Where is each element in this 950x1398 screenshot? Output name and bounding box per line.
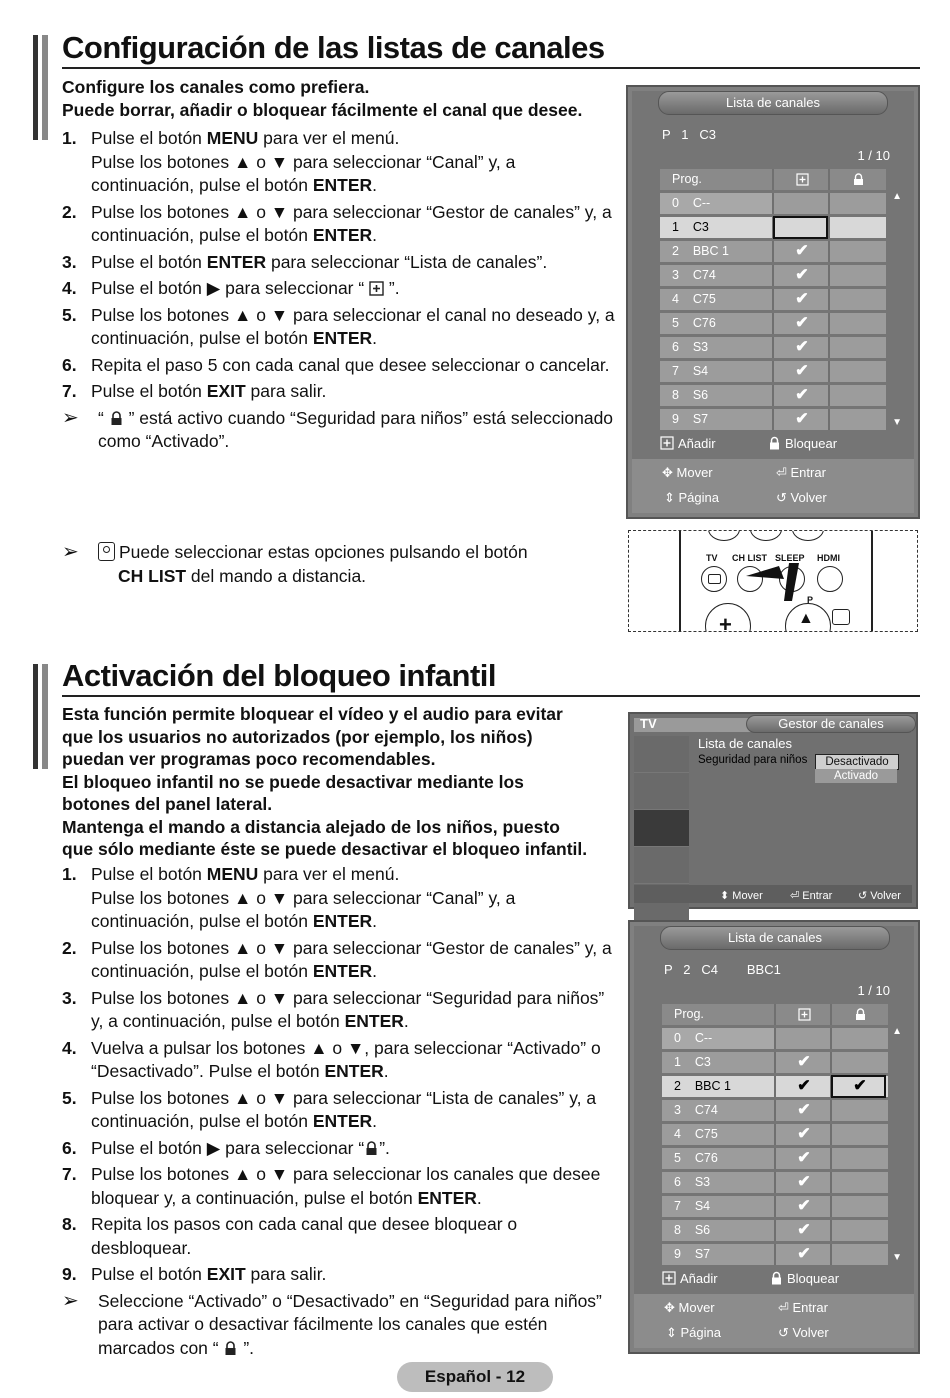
lock-cell[interactable]: [828, 361, 886, 382]
channel-row[interactable]: [660, 361, 884, 382]
page-number: Español - 12: [397, 1362, 553, 1392]
channel-row[interactable]: [662, 1052, 886, 1073]
channel-name: 7 S4: [662, 1196, 774, 1217]
scroll-down-icon[interactable]: ▼: [892, 1252, 902, 1263]
lock-cell[interactable]: [828, 289, 886, 310]
step-text: Repita el paso 5 con cada canal que desee seleccionar o cancelar.: [91, 354, 610, 375]
step-item: [62, 1213, 617, 1260]
scroll-down-icon[interactable]: ▼: [892, 417, 902, 428]
lock-icon: [364, 1139, 379, 1154]
lock-legend-label: Bloquear: [785, 436, 838, 451]
channel-row[interactable]: [660, 265, 884, 286]
remote-illustration: [628, 530, 918, 632]
step-text: Pulse los botones ▲ o ▼ para seleccionar “Seguridad para niños” y, a continuación, pulse el botón ENTER.: [91, 987, 605, 1031]
page-icon: ⇕: [664, 490, 679, 505]
step-text: Pulse los botones ▲ o ▼ para seleccionar el canal no deseado y, a continuación, pulse el botón ENTER.: [91, 304, 615, 348]
step-number: 3.: [62, 987, 77, 1008]
step-item: [62, 1037, 617, 1084]
step-text: Pulse el botón ENTER para seleccionar “Lista de canales”.: [91, 251, 548, 272]
check-icon: ✔: [795, 361, 809, 379]
step-number: 3.: [62, 251, 77, 272]
channel-name: 1 C3: [662, 1052, 774, 1073]
channel-name: 0 C--: [662, 1028, 774, 1049]
check-icon: ✔: [795, 385, 809, 403]
footer-back-label: Volver: [792, 1325, 829, 1340]
channel-row[interactable]: [660, 313, 884, 334]
remote-label-hdmi: HDMI: [817, 553, 840, 563]
step-number: 7.: [62, 381, 77, 401]
step-number: 4.: [62, 278, 77, 298]
menu-title: Gestor de canales: [746, 715, 916, 733]
section-bar-shade: [42, 664, 48, 769]
step-number: 4.: [62, 1037, 77, 1058]
step-text: Pulse el botón MENU para ver el menú. Pulse los botones ▲ o ▼ para seleccionar “Canal” y, a continuación, pulse el botón ENTER.: [91, 864, 516, 931]
step-text: Pulse el botón MENU para ver el menú. Pulse los botones ▲ o ▼ para seleccionar “Canal” y, a continuación, pulse el botón ENTER.: [91, 128, 516, 195]
channel-name: 9 S7: [662, 1244, 774, 1265]
check-icon: ✔: [797, 1172, 811, 1190]
step-number: 2.: [62, 937, 77, 958]
return-icon: ↺: [778, 1325, 793, 1340]
menu-sidebar: [634, 736, 689, 885]
add-icon: [369, 279, 384, 294]
footer-move: [662, 465, 713, 481]
lock-cell[interactable]: [830, 1172, 888, 1193]
channel-name: 3 C74: [660, 265, 772, 286]
tv-label: TV: [640, 716, 657, 731]
step-number: 5.: [62, 304, 77, 325]
enter-icon: ⏎: [790, 890, 803, 902]
lock-cell[interactable]: [828, 241, 886, 262]
step-text: Pulse los botones ▲ o ▼ para seleccionar los canales que desee bloquear y, a continuación, pulse el botón ENTER.: [91, 1164, 601, 1208]
intro-line: Configure los canales como prefiera.: [62, 77, 370, 97]
add-cell[interactable]: [774, 1124, 832, 1145]
lock-cell[interactable]: [830, 1028, 888, 1049]
channel-name: 6 S3: [660, 337, 772, 358]
step-item: [62, 304, 617, 351]
step-number: 5.: [62, 1087, 77, 1108]
section2-steps: [62, 863, 617, 1360]
add-cell[interactable]: [774, 1076, 832, 1097]
remote-icon: [98, 542, 115, 561]
channel-list-osd: [626, 85, 920, 519]
step-number: 2.: [62, 201, 77, 222]
lock-cell[interactable]: [828, 193, 886, 214]
section1-steps: [62, 127, 617, 454]
sound-icon[interactable]: [634, 773, 689, 810]
menu-item-child-lock[interactable]: Seguridad para niños: [698, 754, 808, 766]
channel-name: 4 C75: [660, 289, 772, 310]
step-number: 6.: [62, 1137, 77, 1158]
osd-title: Lista de canales: [658, 91, 888, 115]
header-prog: Prog.: [662, 1004, 774, 1025]
add-cell[interactable]: [774, 1148, 832, 1169]
footer-page: [664, 490, 719, 506]
check-icon: ✔: [853, 1076, 867, 1094]
step-item: [62, 937, 617, 984]
channel-name: 6 S3: [662, 1172, 774, 1193]
add-legend-label: Añadir: [678, 436, 716, 451]
prech-button: [832, 609, 850, 625]
intro-line: que sólo mediante éste se puede desactivar el bloqueo infantil.: [62, 839, 588, 859]
section1-title: Configuración de las listas de canales: [62, 30, 605, 65]
step-text: Vuelva a pulsar los botones ▲ o ▼, para seleccionar “Activado” o “Desactivado”. Pulse el botón ENTER.: [91, 1037, 601, 1081]
lock-cell[interactable]: [830, 1220, 888, 1241]
program-line: P 1 C3: [662, 127, 716, 142]
option-on[interactable]: Activado: [815, 769, 897, 783]
step-text: Pulse los botones ▲ o ▼ para seleccionar “Gestor de canales” y, a continuación, pulse el botón ENTER.: [91, 201, 612, 245]
channel-row[interactable]: [662, 1196, 886, 1217]
return-icon: ↺: [776, 490, 791, 505]
footer-move: [720, 889, 763, 902]
selection-cursor: [831, 1075, 886, 1098]
step-item: [62, 987, 617, 1034]
add-cell[interactable]: [774, 1028, 832, 1049]
channel-name: 4 C75: [662, 1124, 774, 1145]
remote-label-sleep: SLEEP: [775, 553, 805, 563]
step-number: 6.: [62, 354, 77, 375]
step-item: [62, 1137, 617, 1161]
channel-row[interactable]: [662, 1220, 886, 1241]
step-item: [62, 277, 617, 301]
footer-enter: [790, 889, 832, 902]
channel-name: 5 C76: [662, 1148, 774, 1169]
channel-name: 8 S6: [660, 385, 772, 406]
page-indicator: 1 / 10: [857, 983, 890, 998]
picture-icon[interactable]: [634, 736, 689, 773]
intro-line: Esta función permite bloquear el vídeo y el audio para evitar: [62, 704, 563, 724]
check-icon: ✔: [797, 1196, 811, 1214]
step-number: 1.: [62, 864, 77, 884]
note-item: ➢ “ ” está activo cuando “Seguridad para niños” está seleccionado como “Activado”.: [62, 407, 617, 454]
list-header: [662, 1004, 886, 1025]
footer-move: [664, 1300, 715, 1316]
add-cell[interactable]: [772, 337, 830, 358]
channel-row[interactable]: [660, 289, 884, 310]
add-cell[interactable]: [772, 409, 830, 430]
check-icon: ✔: [795, 289, 809, 307]
title-rule: [62, 67, 920, 69]
check-icon: ✔: [797, 1052, 811, 1070]
note2-tail: del mando a distancia.: [186, 565, 367, 586]
step-item: [62, 380, 617, 404]
footer-move-label: Mover: [678, 1300, 715, 1315]
lock-cell[interactable]: [828, 337, 886, 358]
channel-name: 2 BBC 1: [660, 241, 772, 262]
channel-icon[interactable]: [634, 810, 689, 847]
channel-name: 8 S6: [662, 1220, 774, 1241]
lock-cell[interactable]: [830, 1124, 888, 1145]
section2-title: Activación del bloqueo infantil: [62, 658, 497, 693]
lock-icon: [109, 409, 124, 424]
footer-enter-label: Entrar: [792, 1300, 828, 1315]
move-icon: ✥: [662, 465, 677, 480]
intro-line: puedan ver programas poco recomendables.: [62, 749, 436, 769]
remote-label-chlist: CH LIST: [732, 553, 767, 563]
section1-note2: [62, 540, 617, 588]
header-prog: Prog.: [660, 169, 772, 190]
step-text: Pulse el botón EXIT para salir.: [91, 381, 327, 401]
list-header: [660, 169, 884, 190]
step-text: Pulse el botón ▶ para seleccionar “ ”.: [91, 278, 400, 298]
add-cell[interactable]: [772, 289, 830, 310]
add-cell[interactable]: [772, 241, 830, 262]
channel-list-osd-locked: [628, 920, 920, 1354]
channel-row[interactable]: [662, 1100, 886, 1121]
footer-page: [666, 1325, 721, 1341]
lock-cell[interactable]: [828, 313, 886, 334]
step-number: 9.: [62, 1264, 77, 1284]
menu-item-channel-list[interactable]: Lista de canales: [698, 736, 792, 751]
step-item: [62, 354, 617, 378]
channel-name: 7 S4: [660, 361, 772, 382]
step-text: Pulse los botones ▲ o ▼ para seleccionar “Lista de canales” y, a continuación, pulse el botón ENTER.: [91, 1087, 597, 1131]
intro-line: El bloqueo infantil no se puede desactivar mediante los: [62, 771, 524, 792]
lock-cell[interactable]: [830, 1100, 888, 1121]
step-number: 7.: [62, 1164, 77, 1184]
osd-title: Lista de canales: [660, 926, 890, 950]
channel-row[interactable]: [662, 1244, 886, 1265]
check-icon: ✔: [797, 1220, 811, 1238]
footer-back: [776, 490, 827, 506]
check-icon: ✔: [797, 1124, 811, 1142]
channel-button: ▲: [785, 603, 831, 632]
add-cell[interactable]: [772, 313, 830, 334]
lock-cell[interactable]: [830, 1244, 888, 1265]
move-label: Mover: [732, 890, 763, 902]
header-lock: [828, 169, 886, 190]
add-cell[interactable]: [772, 361, 830, 382]
scroll-up-icon[interactable]: ▲: [892, 191, 902, 202]
channel-name: 9 S7: [660, 409, 772, 430]
title-rule: [62, 695, 920, 697]
lock-cell[interactable]: [830, 1052, 888, 1073]
step-text: Pulse los botones ▲ o ▼ para seleccionar “Gestor de canales” y, a continuación, pulse el botón ENTER.: [91, 937, 612, 981]
channel-row[interactable]: [660, 193, 884, 214]
add-cell[interactable]: [772, 193, 830, 214]
intro-line: que los usuarios no autorizados (por ejemplo, los niños): [62, 726, 533, 747]
footer-move-label: Mover: [676, 465, 713, 480]
channel-name: 1 C3: [660, 217, 772, 238]
note-arrow-icon: ➢: [62, 1289, 79, 1312]
footer-enter: [776, 465, 826, 481]
note-item: ➢ Seleccione “Activado” o “Desactivado” en “Seguridad para niños” para activar o desactivar fácilmente los canales que estén marcados con “ ”.: [62, 1290, 617, 1361]
enter-icon: ⏎: [776, 465, 791, 480]
channel-row[interactable]: [662, 1172, 886, 1193]
note-arrow-icon: ➢: [62, 406, 79, 429]
step-number: 1.: [62, 128, 77, 148]
header-add: [772, 169, 830, 190]
add-cell[interactable]: [774, 1052, 832, 1073]
check-icon: ✔: [795, 265, 809, 283]
check-icon: ✔: [797, 1100, 811, 1118]
channel-row[interactable]: [660, 241, 884, 262]
header-add: [774, 1004, 832, 1025]
add-legend: [660, 436, 716, 451]
footer-enter-label: Entrar: [790, 465, 826, 480]
check-icon: ✔: [795, 409, 809, 427]
return-icon: ↺: [858, 890, 871, 902]
add-cell[interactable]: [774, 1220, 832, 1241]
step-item: [62, 1087, 617, 1134]
intro-line: Puede borrar, añadir o bloquear fácilmente el canal que desee.: [62, 99, 583, 120]
step-item: [62, 251, 617, 275]
footer-enter: [778, 1300, 828, 1316]
check-icon: ✔: [795, 337, 809, 355]
channel-name: 3 C74: [662, 1100, 774, 1121]
check-icon: ✔: [795, 241, 809, 259]
section-bar: [33, 35, 38, 140]
hdmi-button: [817, 566, 843, 592]
intro-line: Mantenga el mando a distancia alejado de los niños, puesto: [62, 816, 560, 837]
note2-text: Puede seleccionar estas opciones pulsando el botón: [119, 542, 528, 562]
add-legend-label: Añadir: [680, 1271, 718, 1286]
option-off[interactable]: Desactivado: [815, 754, 899, 770]
step-item: [62, 1163, 617, 1210]
add-cell[interactable]: [774, 1244, 832, 1265]
note-arrow-icon: ➢: [62, 541, 79, 563]
channel-row[interactable]: [660, 385, 884, 406]
back-label: Volver: [870, 890, 901, 902]
footer-back: [778, 1325, 829, 1341]
check-icon: ✔: [797, 1076, 811, 1094]
add-cell[interactable]: [772, 265, 830, 286]
tv-button: [701, 566, 727, 592]
volume-button: +: [705, 603, 751, 632]
channel-row[interactable]: [662, 1148, 886, 1169]
lock-legend: [770, 1271, 839, 1286]
lock-icon: [223, 1339, 238, 1354]
lock-cell[interactable]: [828, 217, 886, 238]
lock-cell[interactable]: [828, 265, 886, 286]
step-item: [62, 201, 617, 248]
enter-icon: ⏎: [778, 1300, 793, 1315]
footer-back-label: Volver: [790, 490, 827, 505]
add-cell[interactable]: [774, 1100, 832, 1121]
add-cell[interactable]: [774, 1172, 832, 1193]
pointer-arrow-icon: [744, 561, 814, 606]
channel-manager-menu: [628, 712, 918, 909]
lock-legend: [768, 436, 837, 451]
page-icon: ⇕: [666, 1325, 681, 1340]
remote-label-tv: TV: [706, 553, 718, 563]
intro-line: botones del panel lateral.: [62, 794, 273, 814]
enter-label: Entrar: [802, 890, 833, 902]
header-lock: [830, 1004, 888, 1025]
channel-name: 2 BBC 1: [662, 1076, 774, 1097]
check-icon: ✔: [795, 313, 809, 331]
lock-cell[interactable]: [828, 385, 886, 406]
section1-intro: [62, 76, 622, 121]
section-bar: [33, 664, 38, 769]
step-item: [62, 863, 617, 934]
step-number: 8.: [62, 1214, 77, 1234]
footer-page-label: Página: [678, 490, 719, 505]
section2-intro: [62, 703, 622, 861]
channel-row[interactable]: [662, 1124, 886, 1145]
check-icon: ✔: [797, 1148, 811, 1166]
note2-key: CH LIST: [118, 565, 187, 586]
lock-cell[interactable]: [828, 409, 886, 430]
add-cell[interactable]: [774, 1196, 832, 1217]
lock-cell[interactable]: [830, 1148, 888, 1169]
footer-back: [858, 889, 901, 902]
channel-name: 0 C--: [660, 193, 772, 214]
step-item: [62, 1263, 617, 1287]
step-text: Pulse el botón EXIT para salir.: [91, 1264, 327, 1284]
page-indicator: 1 / 10: [857, 148, 890, 163]
program-line: P 2 C4 BBC1: [664, 962, 781, 977]
step-text: Pulse el botón ▶ para seleccionar “ ”.: [91, 1137, 390, 1158]
channel-row[interactable]: [660, 217, 884, 238]
channel-row[interactable]: [662, 1028, 886, 1049]
channel-row[interactable]: [660, 409, 884, 430]
step-item: [62, 127, 617, 198]
section-bar-shade: [42, 35, 48, 140]
lock-legend-label: Bloquear: [787, 1271, 840, 1286]
updown-icon: ⬍: [720, 890, 733, 902]
channel-name: 5 C76: [660, 313, 772, 334]
setup-icon[interactable]: [634, 847, 689, 884]
scroll-up-icon[interactable]: ▲: [892, 1026, 902, 1037]
remote-label-p: P: [807, 595, 814, 605]
check-icon: ✔: [797, 1244, 811, 1262]
step-text: Repita los pasos con cada canal que desee bloquear o desbloquear.: [91, 1214, 518, 1258]
selection-cursor: [773, 216, 828, 239]
channel-row[interactable]: [660, 337, 884, 358]
add-legend: [662, 1271, 718, 1286]
move-icon: ✥: [664, 1300, 679, 1315]
lock-cell[interactable]: [830, 1196, 888, 1217]
footer-page-label: Página: [680, 1325, 721, 1340]
add-cell[interactable]: [772, 385, 830, 406]
